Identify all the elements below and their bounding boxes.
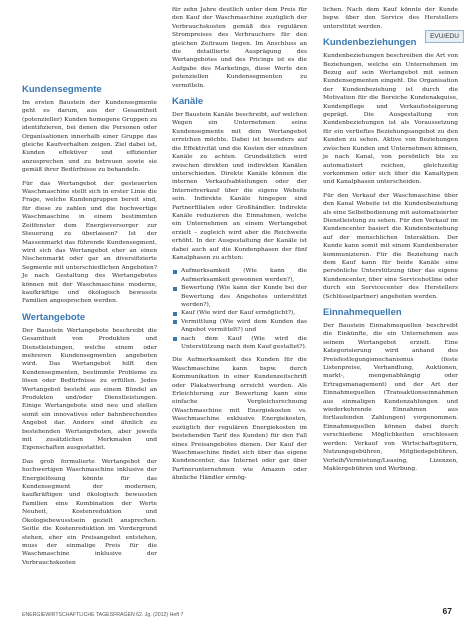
column-2 [172,7,308,488]
paragraph: Das grob formulierte Wertangebot der hochwertigen Waschmaschine inklusive der Energielösung könnte für das Kundensegment der modernen, kaufkräftigen und ökologisch bewussten Familien eine Kombination der Werte Neuheit, Kostenreduktion und Ökologiebewusstsein gezielt ansprechen. Seitle die Kostenreduktion im Vordergrund stehen, eher ein Preisangebot entstehen, muss der einmalige Preis für die Waschmaschine inklusive der Verbrauchskosten [22,458,157,566]
list-item: Aufmerksamkeit (Wie kann die Aufmerksamkeit gewonnen werden?), [172,267,307,284]
page-number: 67 [442,606,452,616]
heading-kanaele: Kanäle [172,96,204,108]
heading-kundensegmente: Kundensegmente [22,84,102,95]
list-item: Kauf (Wie wird der Kauf ermöglicht?), [172,309,307,317]
paragraph: Für das Wertangebot der gesteuerten Waschmaschine stellt sich in erster Linie die Frage, welche Kundengruppen bereit sind, für diese zu zahlen und die hochwertige Waschmaschine in einem bestimmten Zeitfenster dem Energieversorger zur Steuerung zu überlassen? Ist der Massenmarkt das führende Kundensegment, wird sich das Wertangebot eher an einen Nischenmarkt oder gar an diversifizierte Segmente mit unterschiedlichen Angeboten? Je nach Gestaltung des Wertangebotes können mit der Waschmaschine moderne, kaufkräftige und ökologisch bewusste Familien angesprochen werden. [22,180,157,305]
list-item: Vermittlung (Wie wird dem Kunden das Angebot vermittelt?) und [172,318,307,335]
list-item: Bewertung (Wie kann der Kunde bei der Bewertung des Angebotes unterstützt werden?), [172,284,307,309]
paragraph: lichen. Nach dem Kauf könnte der Kunde bspw. über den Service des Herstellers unterstützt werden. [323,7,458,30]
journal-footer: ENERGIEWIRTSCHAFTLICHE TAGESFRAGEN 62. Jg. (2012) Heft 7 [22,612,184,618]
paragraph: Für den Verkauf der Waschmaschine über den Kanal Website ist die Kundenbeziehung als eine Selbstbedienung mit automatisierter Dienstleistung zu sehen. Für den Verkauf im Kundencenter basiert die Kundenbeziehung auf der menschlichen Interaktion. Der Kunde kann somit mit einem Kundenberater kommunizieren. Für die Beziehung nach dem Kauf kann für beide Kanäle eine persönliche Unterstützung über das eigene Kundencenter, über eine Servicehotline oder durch ein Servicecenter des Herstellers (Schlüsselpartner) angeboten werden. [323,192,458,300]
paragraph: Die Aufmerksamkeit des Kunden für die Waschmaschine kann bspw. durch Kommunikation in einer Kundenzeitschrift oder Plakatwerbung erreicht werden. Als Erleichterung zur Bewertung kann eine einfache Vergleichsrechnung (Waschmaschine mit Energiekosten vs. Waschmaschine exklusive Energiekosten, zuzüglich der regulären Energiekosten im bestehenden Tarif des Kunden) für den Fall eines Preisangebotes dienen. Der Kauf der Waschmaschine findet sich über das eigene Kundencenter, das Internet oder gar über Partnerunternehmen wie Amazon oder ähnliche Händler ermög- [172,357,307,482]
paragraph: Der Baustein Wertangebote beschreibt die Gesamtheit von Produkten und Dienstleistungen, welche einem oder mehreren Kundensegmenten angeboten wird. Das Wertangebot hilft den Kundensegmenten, bestimmte Probleme zu lösen oder Bedürfnisse zu erfüllen. Jedes Wertangebot besteht aus einem Bündel an Produkten und/oder Dienstleistungen. Einige Wertangebote sind neu und stellen somit ein innovatives oder bahnbrechendes Angebot dar. Andere sind ähnlich zu bestehenden Wertangeboten, aber jeweils mit zusätzlichen Merkmalen und Eigenschaften ausgestattet. [22,327,157,452]
paragraph: Der Baustein Einnahmequellen beschreibt die Einkünfte, die ein Unternehmen aus seinem Wertangebot erzielt. Eine Kategorisierung wird anhand des Preisfestlegungsmechanismus (feste Listenpreise, Verhandlung, Auktionen, markt-, mengenabhängig oder Ertragsmanagement) und der Art der Einnahmequellen (Transaktionseinnahmen aus einmaligen Kundenzahlungen und wiederkehrende Einnahmen aus fortlaufenden Zahlungen) vorgenommen. Einnahmequellen können dabei durch verschiedene Möglichkeiten erschlossen werden: Verkauf von Wirtschaftsgütern, Nutzungsgebühren, Mitgliedsgebühren, Verleih/Vermietung/Leasing, Lizenzen, Maklergebühren und Werbung. [323,323,458,472]
paragraph: Im ersten Baustein der Kundensegmente geht es darum, aus der Gesamtheit (potenzieller) Kunden homogene Gruppen zu identifizieren, bei denen die Personen oder Organisationen innerhalb einer Gruppe das gleiche Kaufverhalten zeigen. Ziel dabei ist, Kunden effektiver und effizienter anzusprechen und zu betreuen sowie sie gemäß ihrer Bedürfnisse zu behandeln. [22,100,157,174]
channel-phase-list [172,267,307,351]
heading-einnahmequellen: Einnahmequellen [323,307,402,318]
heading-wertangebote: Wertangebote [22,311,86,323]
heading-kundenbeziehungen: Kundenbeziehungen [323,37,417,49]
section-tag: EVU/EDU [425,30,464,43]
column-1 [22,78,157,572]
paragraph: Der Baustein Kanäle beschreibt, auf welchen Wegen ein Unternehmen seine Kundensegmente mit dem Wertangebot erreichen möchte. Dabei ist besonders auf die Effektivität und die Kosten der einzelnen Kanäle zu achten. Grundsätzlich wird zwischen direkten und indirekten Kanälen unterschieden. Direkte Kanäle können die internen Verkaufsabteilungen oder der Internetverkauf über die eigene Website sein. Indirekte Kanäle hingegen sind Partnerfilialen oder Großhändler. Indirekte Kanäle reduzieren die Einnahmen, welche ein Unternehmen an einem Wertangebot erzielt – zugleich wird aber die Reichweite erhöht. In der Ausgestaltung der Kanäle ist dabei auch auf die Kundenphasen der fünf Kanalphasen zu achten: [172,112,308,261]
list-item: nach dem Kauf (Wie wird die Unterstützung nach dem Kauf gestaltet?). [172,335,307,352]
paragraph: Kundenbeziehungen beschreiben die Art von Beziehungen, welche ein Unternehmen im Bezug auf sein Wertangebot mit seinen Kundensegmenten eingeht. Die Organisation der Kundenbeziehung ist durch die Motivation für die Bereiche Kundenakquise, Kundenpflege und Verkaufssteigerung geprägt. Die Ausgestaltung von Kundenbeziehungen ist als Voraussetzung für ein vertieftes Beziehungsangebot zu den Kunden zu sehen. Aktive von Beziehungen zwischen Kunden und Unternehmen können, je nach Kanal, von persönlich bis zu automatisiert reichen, gleichzeitig vorkommen oder sich über die Kanaltypen und Kanalphasen unterscheiden. [323,53,458,186]
paragraph: für zehn Jahre deutlich unter dem Preis für den Kauf der Waschmaschine zuzüglich der Verbrauchskosten gemäß des regulären Strompreises des Verbrauchers für den gleichen Zeitraum liegen. Im Anschluss an die detaillierte Ausprägung des Wertangebotes und des Pricings ist es die Aufgabe des Marketings, diese Werte den potenziellen Kundensegmenten zu vermitteln. [172,7,307,89]
